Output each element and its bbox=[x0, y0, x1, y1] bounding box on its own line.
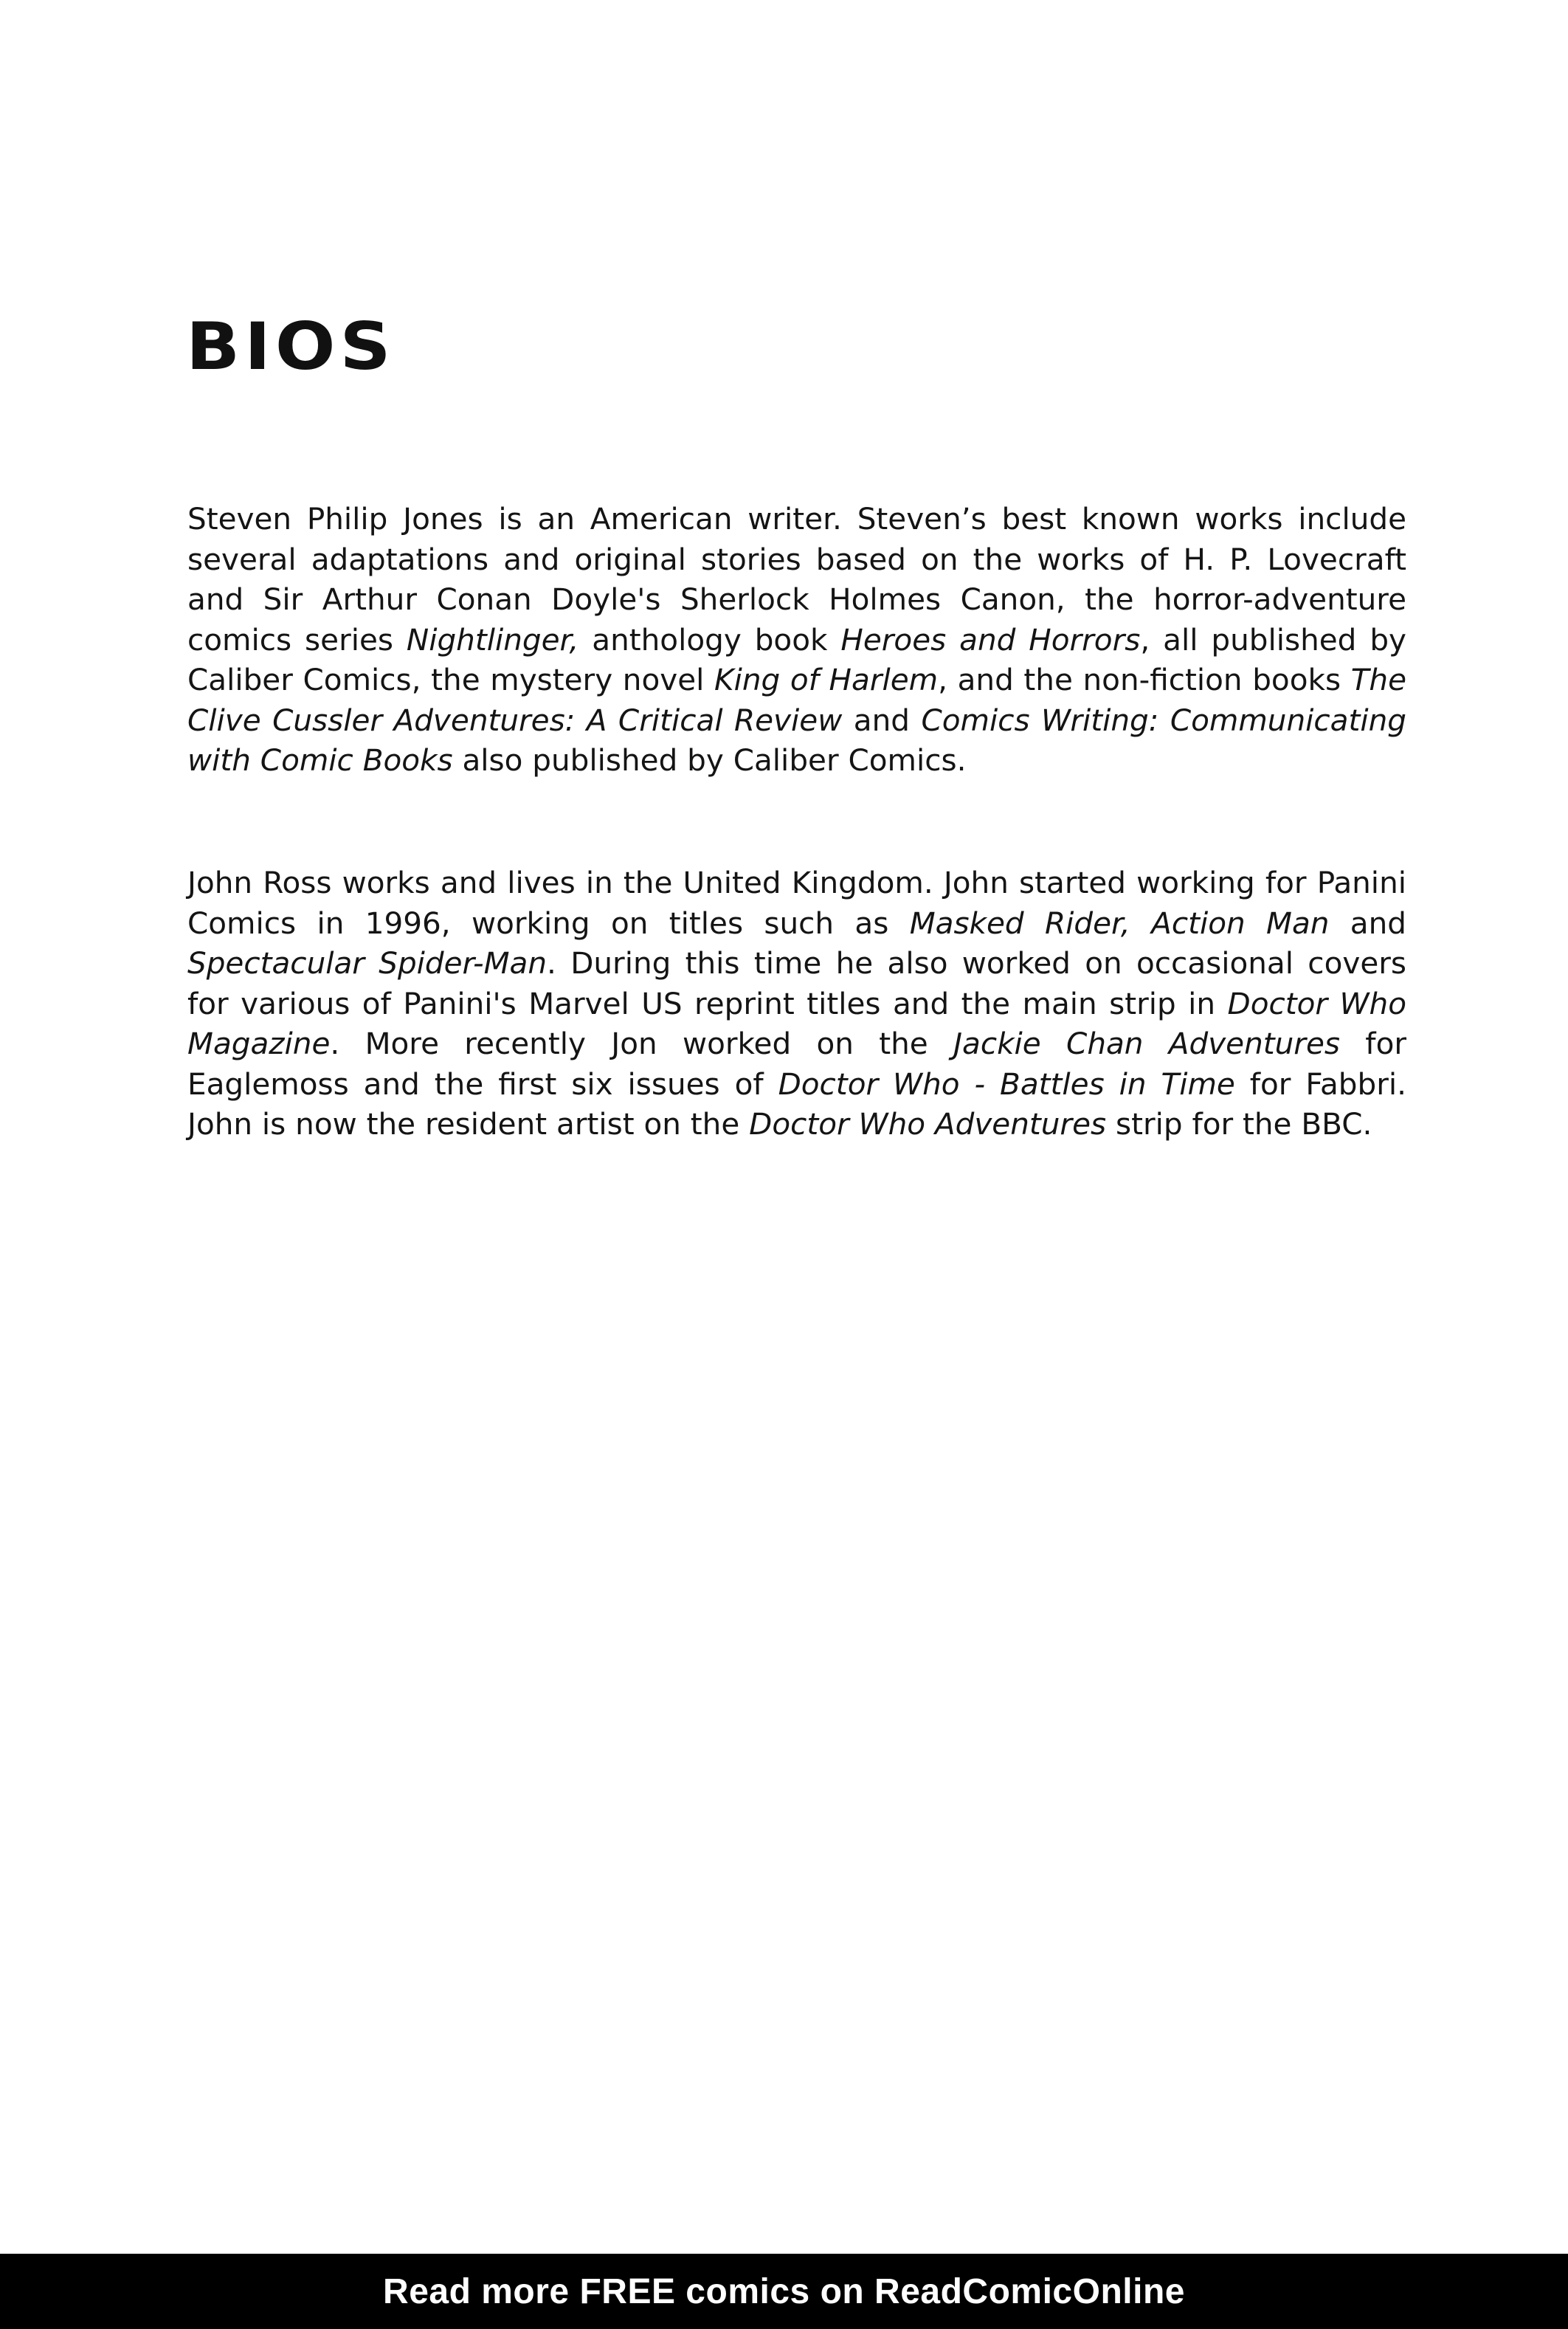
bio-text: also published by Caliber Comics. bbox=[452, 742, 967, 778]
bio-text: , and the non-fiction books bbox=[938, 662, 1351, 697]
bio-title-italic: Doctor Who - Battles in Time bbox=[778, 1066, 1235, 1102]
promo-banner-link[interactable]: Read more FREE comics on ReadComicOnline bbox=[383, 2271, 1185, 2311]
bio-text: . During this time he also worked on occasional covers for various of Panini's Marvel US reprint titles and the main strip in bbox=[187, 945, 1406, 1021]
bio-text: , all published by Caliber Comics, the mystery novel bbox=[187, 621, 1406, 697]
bio-text: strip for the BBC. bbox=[1106, 1106, 1372, 1142]
bio-text: and bbox=[842, 702, 922, 738]
bio-text: anthology book bbox=[578, 621, 841, 658]
bio-text: and bbox=[1329, 905, 1406, 941]
bio-title-italic: Spectacular Spider-Man bbox=[187, 945, 548, 981]
bio-paragraph-steven-philip-jones bbox=[187, 499, 1406, 781]
bio-title-italic: Doctor Who Magazine bbox=[187, 985, 1406, 1061]
bio-paragraph-john-ross bbox=[187, 863, 1406, 1145]
bio-title-italic: Masked Rider, Action Man bbox=[909, 905, 1330, 941]
bio-title-italic: Comics Writing: Communicating with Comic Books bbox=[187, 702, 1406, 778]
bio-text: Steven Philip Jones is an American writer. Steven’s best known works include several adaptations and original stories based on the works of H. P. Lovecraft and Sir Arthur Conan Doyle's Sherlock Holmes Canon, the horror-adventure comics series bbox=[187, 501, 1406, 658]
bio-title-italic: Nightlinger, bbox=[406, 621, 579, 658]
bio-title-italic: The Clive Cussler Adventures: A Critical Review bbox=[187, 662, 1407, 738]
page-title: BIOS bbox=[186, 308, 396, 385]
bio-title-italic: King of Harlem bbox=[714, 662, 939, 697]
bio-title-italic: Doctor Who Adventures bbox=[749, 1106, 1107, 1142]
bio-text: John Ross works and lives in the United Kingdom. John started working for Panini Comics in 1996, working on titles such as bbox=[187, 865, 1406, 941]
bio-title-italic: Heroes and Horrors bbox=[840, 621, 1141, 658]
bio-text: for Eaglemoss and the first six issues of bbox=[187, 1026, 1406, 1102]
bio-text: . More recently Jon worked on the bbox=[330, 1026, 954, 1061]
promo-banner[interactable] bbox=[0, 2254, 1568, 2329]
bio-text: for Fabbri. John is now the resident artist on the bbox=[187, 1066, 1406, 1142]
bio-title-italic: Jackie Chan Adventures bbox=[953, 1026, 1340, 1061]
